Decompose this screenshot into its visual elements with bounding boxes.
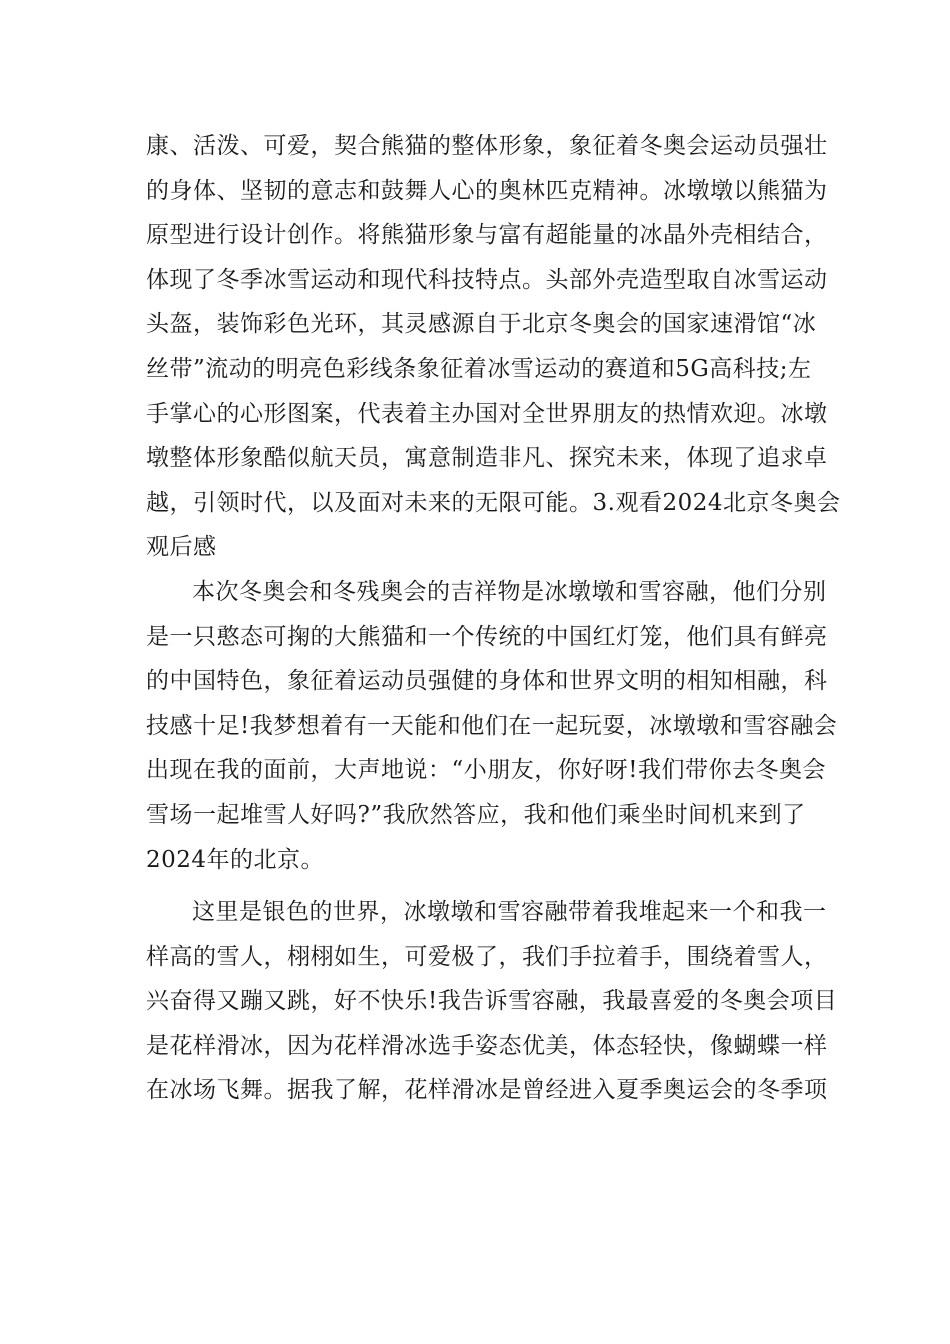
section-heading-line: 观后感: [146, 534, 217, 561]
text-line: 是一只憨态可掬的大熊猫和一个传统的中国红灯笼，他们具有鲜亮: [146, 623, 828, 650]
text-line: 越，引领时代，以及面对未来的无限可能。3.观看2024北京冬奥会: [146, 489, 841, 516]
document-body: [146, 124, 841, 1113]
text-line: 是花样滑冰，因为花样滑冰选手姿态优美，体态轻快，像蝴蝶一样: [146, 1032, 828, 1059]
text-line: 在冰场飞舞。据我了解，花样滑冰是曾经进入夏季奥运会的冬季项: [146, 1077, 828, 1104]
text-line: 本次冬奥会和冬残奥会的吉祥物是冰墩墩和雪容融，他们分别: [192, 578, 827, 605]
text-line: 出现在我的面前，大声地说：“小朋友，你好呀!我们带你去冬奥会: [146, 757, 827, 784]
paragraph-silver-world: [146, 890, 838, 1113]
text-line: 的身体、坚韧的意志和鼓舞人心的奥林匹克精神。冰墩墩以熊猫为: [146, 177, 828, 204]
text-line: 康、活泼、可爱，契合熊猫的整体形象，象征着冬奥会运动员强壮: [146, 133, 828, 159]
text-line: 墩整体形象酷似航天员，寓意制造非凡、探究未来，体现了追求卓: [146, 445, 828, 472]
text-line: 手掌心的心形图案，代表着主办国对全世界朋友的热情欢迎。冰墩: [146, 400, 828, 427]
text-line: 的中国特色，象征着运动员强健的身体和世界文明的相知相融，科: [146, 668, 828, 695]
text-line: 丝带”流动的明亮色彩线条象征着冰雪运动的赛道和5G高科技;左: [146, 355, 812, 382]
text-line: 头盔，装饰彩色光环，其灵感源自于北京冬奥会的国家速滑馆“冰: [146, 311, 817, 338]
text-line: 技感十足!我梦想着有一天能和他们在一起玩耍，冰墩墩和雪容融会: [146, 712, 838, 739]
text-line: 这里是银色的世界，冰墩墩和雪容融带着我堆起来一个和我一: [192, 899, 827, 926]
paragraph-mascot-description: [146, 124, 841, 570]
text-line: 雪场一起堆雪人好吗?”我欣然答应，我和他们乘坐时间机来到了: [146, 801, 806, 828]
paragraph-mascots-intro: [146, 570, 838, 882]
text-line: 2024年的北京。: [146, 846, 325, 873]
text-line: 兴奋得又蹦又跳，好不快乐!我告诉雪容融，我最喜爱的冬奥会项目: [146, 988, 838, 1015]
text-line: 体现了冬季冰雪运动和现代科技特点。头部外壳造型取自冰雪运动: [146, 266, 828, 293]
text-line: 样高的雪人，栩栩如生，可爱极了，我们手拉着手，围绕着雪人，: [146, 943, 828, 970]
text-line: 原型进行设计创作。将熊猫形象与富有超能量的冰晶外壳相结合，: [146, 222, 828, 249]
